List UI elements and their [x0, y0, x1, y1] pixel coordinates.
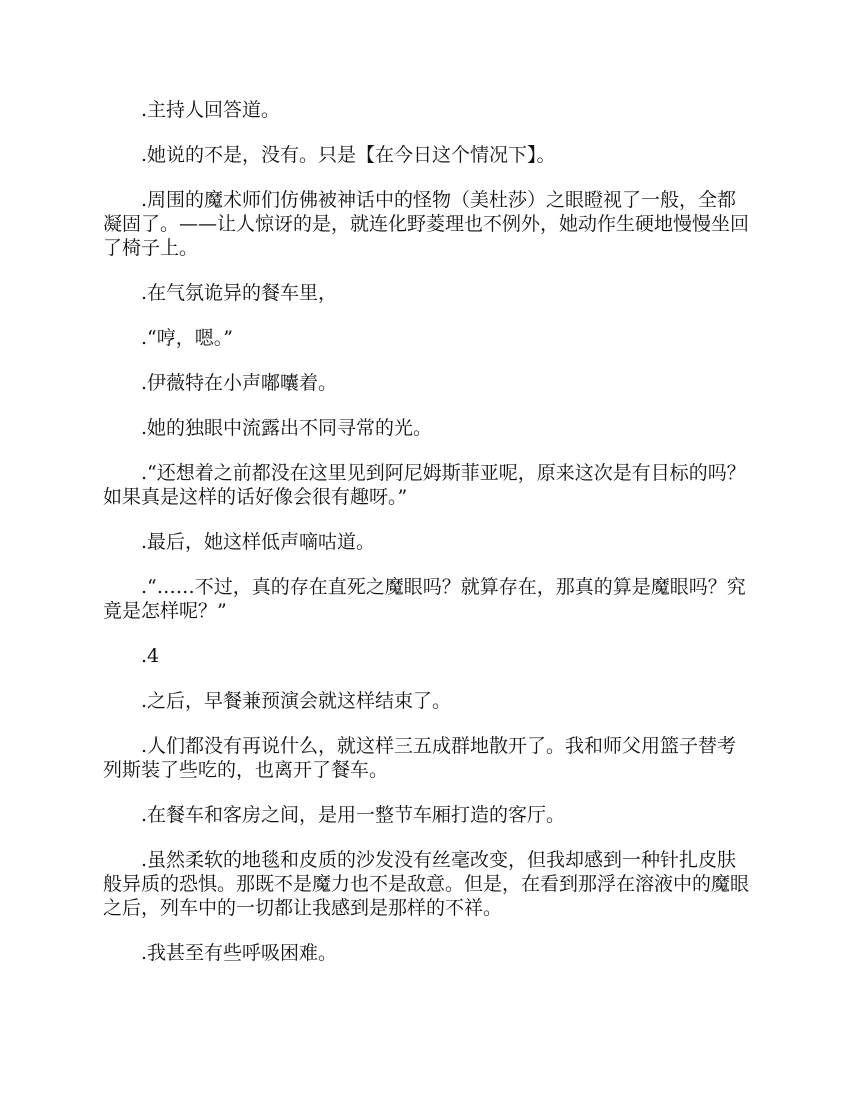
paragraph-6: .伊薇特在小声嘟囔着。 — [141, 372, 338, 394]
document-page — [103, 98, 749, 986]
paragraph-3: .周围的魔术师们仿佛被神话中的怪物（美杜莎）之眼瞪视了一般，全都凝固了。——让人惊讶的是，就连化野菱理也不例外，她动作生硬地慢慢坐回了椅子上。 — [103, 189, 750, 259]
paragraph-8: .“还想着之前都没在这里见到阿尼姆斯菲亚呢，原来这次是有目标的吗？如果真是这样的话好像会很有趣呀。” — [103, 462, 746, 508]
paragraph-5: .“哼，嗯。” — [141, 327, 233, 349]
paragraph-9: .最后，她这样低声嘀咕道。 — [141, 531, 376, 553]
paragraph-16: .我甚至有些呼吸困难。 — [141, 942, 338, 964]
paragraph-10: .“……不过，真的存在直死之魔眼吗？就算存在，那真的算是魔眼吗？究竟是怎样呢？” — [103, 576, 746, 622]
paragraph-13: .人们都没有再说什么，就这样三五成群地散开了。我和师父用篮子替考列斯装了些吃的，也离开了餐车。 — [103, 735, 737, 781]
paragraph-1: .主持人回答道。 — [141, 99, 281, 121]
paragraph-12: .之后，早餐兼预演会就这样结束了。 — [141, 690, 452, 712]
section-number: .4 — [141, 645, 160, 667]
paragraph-2: .她说的不是，没有。只是【在今日这个情况下】。 — [141, 144, 556, 166]
paragraph-4: .在气氛诡异的餐车里， — [141, 282, 338, 304]
paragraph-7: .她的独眼中流露出不同寻常的光。 — [141, 417, 433, 439]
paragraph-14: .在餐车和客房之间，是用一整节车厢打造的客厅。 — [141, 804, 566, 826]
paragraph-15: .虽然柔软的地毯和皮质的沙发没有丝毫改变，但我却感到一种针扎皮肤般异质的恐惧。那既不是魔力也不是敌意。但是，在看到那浮在溶液中的魔眼之后，列车中的一切都让我感到是那样的不祥。 — [103, 849, 750, 919]
